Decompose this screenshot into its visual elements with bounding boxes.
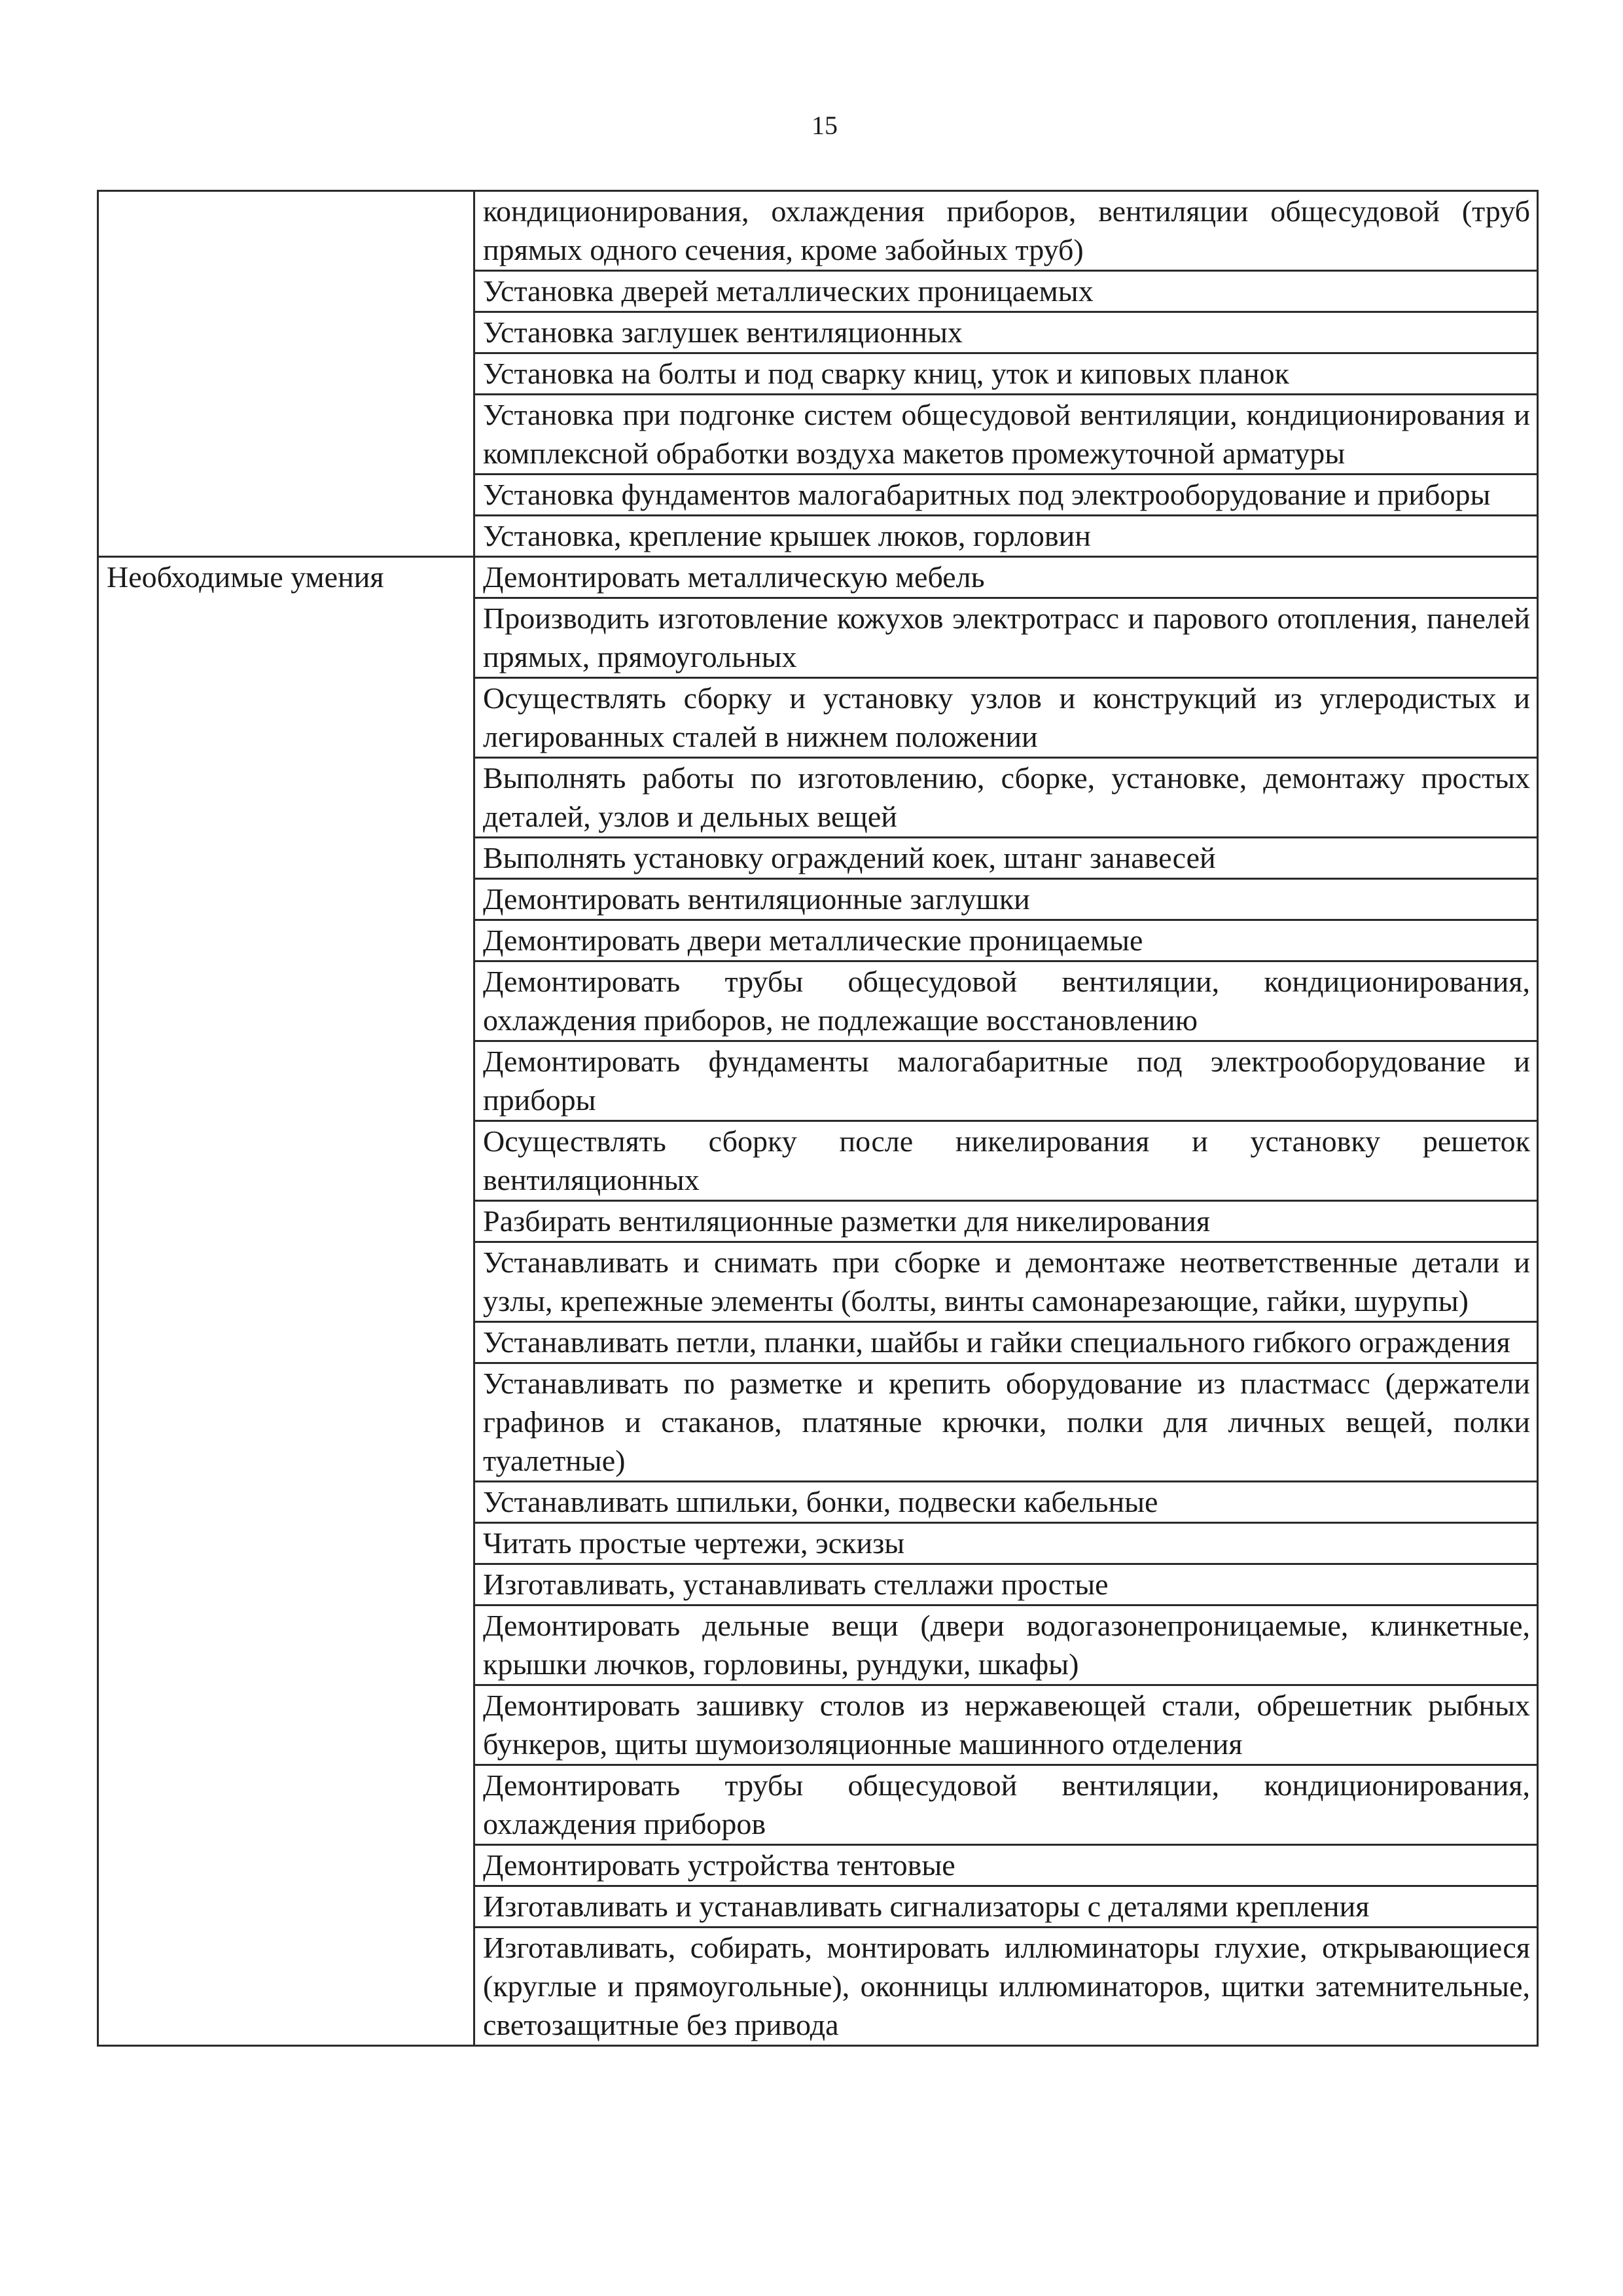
skill-item-cell: Разбирать вентиляционные разметки для никелирования: [474, 1201, 1538, 1242]
skill-item-cell: Изготавливать, собирать, монтировать иллюминаторы глухие, открывающиеся (круглые и прямоугольные), оконницы иллюминаторов, щитки затемнительные, светозащитные без привода: [474, 1928, 1538, 2046]
continued-item-cell: Установка, крепление крышек люков, горловин: [474, 516, 1538, 557]
skill-item-cell: Устанавливать по разметке и крепить оборудование из пластмасс (держатели графинов и стаканов, платяные крючки, полки для личных вещей, полки туалетные): [474, 1363, 1538, 1482]
skill-item-cell: Устанавливать петли, планки, шайбы и гайки специального гибкого ограждения: [474, 1322, 1538, 1363]
skill-item-cell: Демонтировать двери металлические проницаемые: [474, 920, 1538, 961]
competency-table: [97, 190, 1539, 2047]
skill-item-cell: Демонтировать дельные вещи (двери водогазонепроницаемые, клинкетные, крышки лючков, горловины, рундуки, шкафы): [474, 1605, 1538, 1685]
table-row: [98, 191, 1538, 271]
skill-item-cell: Демонтировать зашивку столов из нержавеющей стали, обрешетник рыбных бункеров, щиты шумоизоляционные машинного отделения: [474, 1685, 1538, 1765]
skill-item-cell: Изготавливать и устанавливать сигнализаторы с деталями крепления: [474, 1886, 1538, 1928]
skill-item-cell: Устанавливать шпильки, бонки, подвески кабельные: [474, 1482, 1538, 1523]
skill-item-cell: Читать простые чертежи, эскизы: [474, 1523, 1538, 1564]
skill-item-cell: Демонтировать устройства тентовые: [474, 1845, 1538, 1886]
table-body: [98, 191, 1538, 2046]
skill-item-cell: Демонтировать трубы общесудовой вентиляции, кондиционирования, охлаждения приборов: [474, 1765, 1538, 1845]
table-row: [98, 557, 1538, 598]
skill-item-cell: Устанавливать и снимать при сборке и демонтаже неответственные детали и узлы, крепежные элементы (болты, винты самонарезающие, гайки, шурупы): [474, 1242, 1538, 1322]
continued-item-cell: Установка при подгонке систем общесудовой вентиляции, кондиционирования и комплексной обработки воздуха макетов промежуточной арматуры: [474, 395, 1538, 475]
skill-item-cell: Демонтировать трубы общесудовой вентиляции, кондиционирования, охлаждения приборов, не подлежащие восстановлению: [474, 961, 1538, 1041]
skill-item-cell: Осуществлять сборку и установку узлов и конструкций из углеродистых и легированных сталей в нижнем положении: [474, 678, 1538, 758]
continued-item-cell: Установка фундаментов малогабаритных под электрооборудование и приборы: [474, 475, 1538, 516]
skill-item-cell: Выполнять установку ограждений коек, штанг занавесей: [474, 838, 1538, 879]
skill-item-cell: Производить изготовление кожухов электротрасс и парового отопления, панелей прямых, прямоугольных: [474, 598, 1538, 678]
skill-item-cell: Демонтировать фундаменты малогабаритные под электрооборудование и приборы: [474, 1041, 1538, 1121]
continued-section-label-cell: [98, 191, 474, 557]
continued-item-cell: Установка дверей металлических проницаемых: [474, 271, 1538, 312]
continued-item-cell: Установка заглушек вентиляционных: [474, 312, 1538, 353]
continued-item-cell: Установка на болты и под сварку книц, уток и киповых планок: [474, 353, 1538, 395]
skill-item-cell: Демонтировать металлическую мебель: [474, 557, 1538, 598]
continued-item-cell: кондиционирования, охлаждения приборов, вентиляции общесудовой (труб прямых одного сечения, кроме забойных труб): [474, 191, 1538, 271]
skill-item-cell: Изготавливать, устанавливать стеллажи простые: [474, 1564, 1538, 1605]
skill-item-cell: Осуществлять сборку после никелирования и установку решеток вентиляционных: [474, 1121, 1538, 1201]
section-label-required-skills: Необходимые умения: [98, 557, 474, 2046]
page-number: 15: [812, 111, 838, 140]
skill-item-cell: Выполнять работы по изготовлению, сборке, установке, демонтажу простых деталей, узлов и дельных вещей: [474, 758, 1538, 838]
skill-item-cell: Демонтировать вентиляционные заглушки: [474, 879, 1538, 920]
